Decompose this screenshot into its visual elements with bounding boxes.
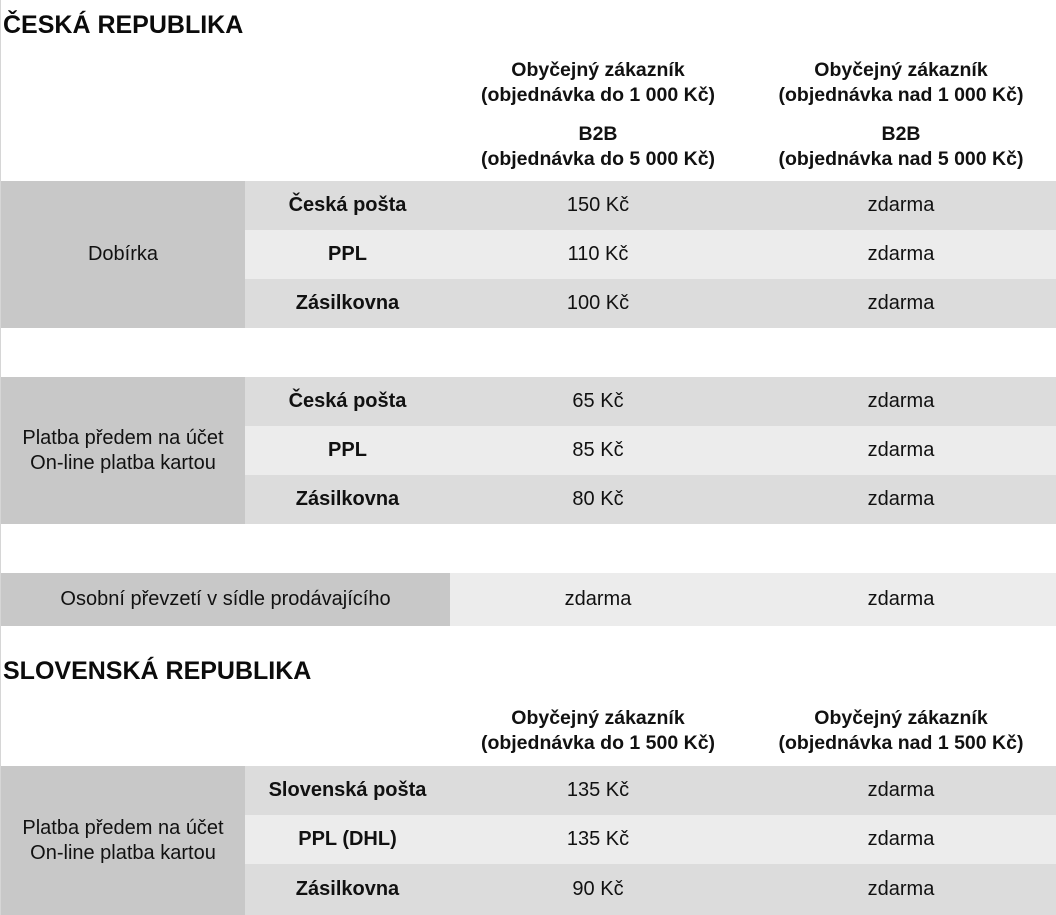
cz-header-b2b-col2-line2: (objednávka nad 5 000 Kč) [778,148,1024,170]
cz-cod-price-low-1: 150 Kč [450,181,746,230]
cz-pickup-price-high: zdarma [746,573,1056,626]
cz-cod-price-high-2: zdarma [746,230,1056,279]
cz-section-title: ČESKÁ REPUBLIKA [3,11,244,39]
cz-prepay-price-high-1: zdarma [746,377,1056,426]
cz-header-col2-line2: (objednávka nad 1 000 Kč) [778,84,1024,106]
sk-section-title: SLOVENSKÁ REPUBLIKA [3,657,312,685]
cz-header-b2b-col2-line1: B2B [881,123,921,145]
cz-header-b2b-col1-line1: B2B [578,123,618,145]
cz-prepay-price-low-3: 80 Kč [450,475,746,524]
sk-prepay-carrier-3: Zásilkovna [245,864,450,915]
cz-prepay-price-low-2: 85 Kč [450,426,746,475]
sk-prepay-carrier-1: Slovenská pošta [245,766,450,815]
sk-header-col2-line1: Obyčejný zákazník [814,707,988,729]
sk-prepay-price-high-1: zdarma [746,766,1056,815]
cz-prepay-price-high-3: zdarma [746,475,1056,524]
sk-prepay-label-line1: Platba předem na účet [22,816,224,839]
cz-cod-price-low-2: 110 Kč [450,230,746,279]
cz-header-b2b-col2 [746,122,1056,172]
sk-prepay-price-low-1: 135 Kč [450,766,746,815]
cz-cod-carrier-1: Česká pošta [245,181,450,230]
cz-cod-price-low-3: 100 Kč [450,279,746,328]
cz-prepay-label-line2: On-line platba kartou [30,451,216,474]
cz-prepay-carrier-1: Česká pošta [245,377,450,426]
cz-prepay-price-high-2: zdarma [746,426,1056,475]
cz-cod-carrier-3: Zásilkovna [245,279,450,328]
cz-header-col1-line1: Obyčejný zákazník [511,59,685,81]
sk-header-col1-line1: Obyčejný zákazník [511,707,685,729]
cz-pickup-label: Osobní převzetí v sídle prodávajícího [1,573,450,626]
sk-prepay-group-label [1,766,245,915]
cz-prepay-carrier-2: PPL [245,426,450,475]
cz-header-col1-line2: (objednávka do 1 000 Kč) [480,84,716,106]
sk-header-col2 [746,706,1056,756]
cz-prepay-label-line1: Platba předem na účet [22,426,224,449]
sk-prepay-price-high-2: zdarma [746,815,1056,864]
sk-header-col2-line2: (objednávka nad 1 500 Kč) [778,732,1024,754]
cz-prepay-carrier-3: Zásilkovna [245,475,450,524]
cz-cod-price-high-3: zdarma [746,279,1056,328]
cz-header-b2b-col1 [450,122,746,172]
cz-prepay-group-label [1,377,245,524]
cz-header-col2-line1: Obyčejný zákazník [814,59,988,81]
cz-header-b2b-col1-line2: (objednávka do 5 000 Kč) [480,148,716,170]
cz-header-col2 [746,58,1056,108]
sk-prepay-price-low-2: 135 Kč [450,815,746,864]
cz-prepay-price-low-1: 65 Kč [450,377,746,426]
sk-header-col1 [450,706,746,756]
cz-cod-price-high-1: zdarma [746,181,1056,230]
sk-prepay-price-high-3: zdarma [746,864,1056,915]
cz-header-col1 [450,58,746,108]
sk-prepay-label-line2: On-line platba kartou [30,841,216,864]
cz-pickup-price-low: zdarma [450,573,746,626]
cz-cod-carrier-2: PPL [245,230,450,279]
sk-prepay-price-low-3: 90 Kč [450,864,746,915]
sk-prepay-carrier-2: PPL (DHL) [245,815,450,864]
cz-cod-group-label: Dobírka [1,181,245,328]
sk-header-col1-line2: (objednávka do 1 500 Kč) [480,732,716,754]
